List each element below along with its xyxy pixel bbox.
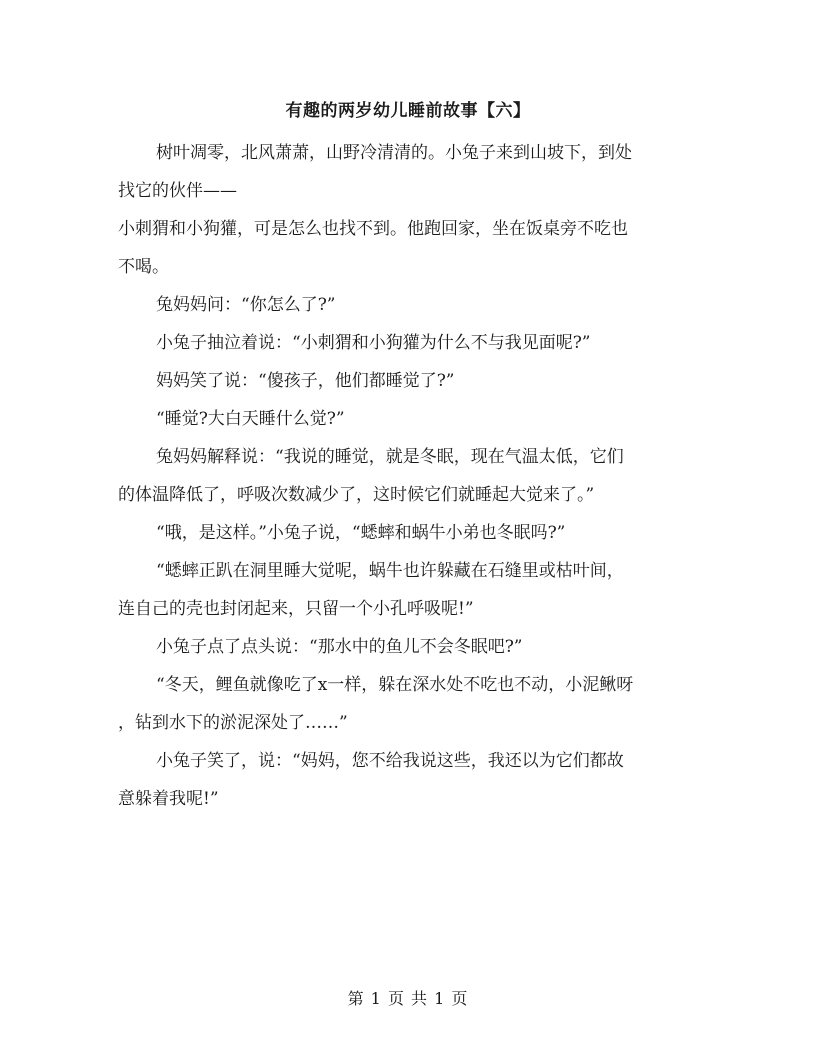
paragraph-line: 的体温降低了，呼吸次数减少了，这时候它们就睡起大觉来了。”: [118, 485, 595, 505]
paragraph-line: ，钻到水下的淤泥深处了……”: [118, 713, 348, 733]
document-title: 有趣的两岁幼儿睡前故事【六】: [285, 101, 531, 121]
document-body: [118, 134, 700, 818]
paragraph-line: “睡觉?大白天睡什么觉?”: [156, 409, 345, 429]
paragraph-line: 兔妈妈问：“你怎么了?”: [156, 295, 336, 315]
paragraph-line: 兔妈妈解释说：“我说的睡觉，就是冬眠，现在气温太低，它们: [156, 447, 624, 467]
paragraph-line: 小刺猬和小狗獾，可是怎么也找不到。他跑回家，坐在饭桌旁不吃也: [118, 219, 628, 239]
paragraph-line: 找它的伙伴——: [118, 181, 237, 201]
paragraph-line: 妈妈笑了说：“傻孩子，他们都睡觉了?”: [156, 371, 455, 391]
paragraph-line: 意躲着我呢!”: [118, 789, 219, 809]
paragraph-line: 小兔子点了点头说：“那水中的鱼儿不会冬眠吧?”: [156, 637, 523, 657]
page-footer: 第 1 页 共 1 页: [347, 989, 469, 1008]
paragraph-line: “冬天，鲤鱼就像吃了x一样，躲在深水处不吃也不动，小泥鳅呀: [156, 675, 634, 695]
paragraph-line: 小兔子抽泣着说：“小刺猬和小狗獾为什么不与我见面呢?”: [156, 333, 591, 353]
paragraph-line: 树叶凋零，北风萧萧，山野冷清清的。小兔子来到山坡下，到处: [156, 143, 632, 163]
paragraph-line: 连自己的壳也封闭起来，只留一个小孔呼吸呢!”: [118, 599, 474, 619]
paragraph-line: 不喝。: [118, 257, 169, 277]
paragraph-line: “哦，是这样。”小兔子说，“蟋蟀和蜗牛小弟也冬眠吗?”: [156, 523, 566, 543]
paragraph-line: 小兔子笑了，说：“妈妈，您不给我说这些，我还以为它们都故: [156, 751, 624, 771]
paragraph-line: “蟋蟀正趴在洞里睡大觉呢，蜗牛也许躲藏在石缝里或枯叶间，: [156, 561, 624, 581]
